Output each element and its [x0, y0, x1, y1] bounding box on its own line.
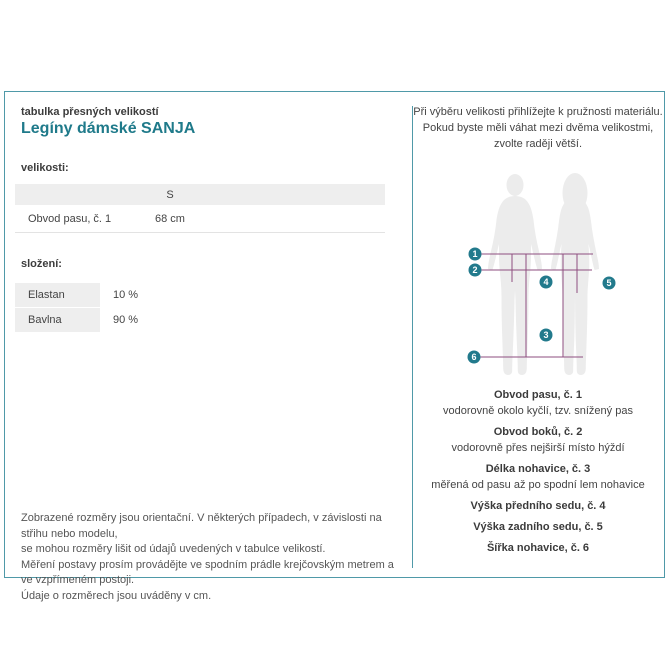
composition-table — [15, 283, 235, 333]
table-row — [15, 283, 235, 307]
sizes-header-size-cell: S — [166, 188, 174, 201]
composition-section-label: složení: — [21, 258, 62, 270]
measurement-label-cell: Obvod pasu, č. 1 — [28, 212, 112, 225]
disclaimer-line: se mohou rozměry lišit od údajů uvedených v tabulce velikostí. — [21, 543, 326, 555]
svg-text:2: 2 — [472, 265, 478, 276]
measurement-description: vodorovně okolo kyčlí, tzv. snížený pas — [443, 405, 633, 417]
table-row — [15, 205, 385, 233]
marker-5 — [603, 277, 616, 290]
measurement-name: Délka nohavice, č. 3 — [485, 463, 591, 475]
product-title: Legíny dámské SANJA — [21, 120, 196, 137]
list-item — [413, 463, 663, 492]
sizes-section-label: velikosti: — [21, 162, 69, 174]
measurement-legend — [413, 389, 663, 563]
disclaimer-line: Zobrazené rozměry jsou orientační. V některých případech, v závislosti na střihu nebo modelu, — [21, 512, 382, 540]
table-row — [15, 308, 235, 332]
marker-6 — [468, 351, 481, 364]
list-item — [413, 426, 663, 455]
svg-text:1: 1 — [472, 249, 478, 260]
material-label-cell: Bavlna — [15, 308, 100, 332]
measurement-name: Výška zadního sedu, č. 5 — [473, 521, 603, 533]
list-item — [413, 521, 663, 534]
disclaimer-line: Měření postavy prosím provádějte ve spodním prádle krejčovským metrem a ve vzpřímeném postoji. — [21, 558, 394, 586]
table-eyebrow-label: tabulka přesných velikostí — [21, 106, 159, 118]
measurement-description: vodorovně přes nejširší místo hýždí — [451, 442, 625, 454]
measurement-name: Šířka nohavice, č. 6 — [486, 542, 590, 554]
size-chart-panel — [4, 91, 665, 602]
sizes-table-header-row — [15, 184, 385, 205]
material-value-cell: 90 % — [113, 314, 139, 326]
advice-line: Při výběru velikosti přihlížejte k pružnosti materiálu. — [413, 106, 663, 118]
disclaimer-line: Údaje o rozměrech jsou uváděny v cm. — [21, 589, 212, 602]
svg-text:3: 3 — [543, 330, 549, 341]
marker-3 — [540, 329, 553, 342]
marker-1 — [469, 248, 482, 261]
marker-2 — [469, 264, 482, 277]
measurement-name: Obvod boků, č. 2 — [493, 426, 583, 438]
marker-4 — [540, 276, 553, 289]
figure-silhouette-female — [551, 173, 599, 375]
list-item — [413, 389, 663, 418]
material-value-cell: 10 % — [113, 289, 139, 301]
measurement-description: měřená od pasu až po spodní lem nohavice — [431, 479, 645, 491]
material-label-cell: Elastan — [15, 283, 100, 307]
advice-line: zvolte raději větší. — [493, 138, 583, 150]
sizes-table — [15, 184, 385, 233]
figure-silhouette-male — [488, 174, 542, 375]
disclaimer-text — [21, 511, 406, 604]
measurement-value-cell: 68 cm — [155, 212, 185, 225]
sizing-advice-text — [413, 104, 663, 152]
measurement-name: Obvod pasu, č. 1 — [493, 389, 583, 401]
list-item — [413, 542, 663, 555]
list-item — [413, 500, 663, 513]
svg-text:6: 6 — [471, 352, 477, 363]
measurement-name: Výška předního sedu, č. 4 — [470, 500, 606, 512]
svg-text:5: 5 — [606, 278, 612, 289]
svg-text:4: 4 — [543, 277, 549, 288]
advice-line: Pokud byste měli váhat mezi dvěma velikostmi, — [422, 122, 654, 134]
body-measurement-diagram — [455, 168, 655, 382]
